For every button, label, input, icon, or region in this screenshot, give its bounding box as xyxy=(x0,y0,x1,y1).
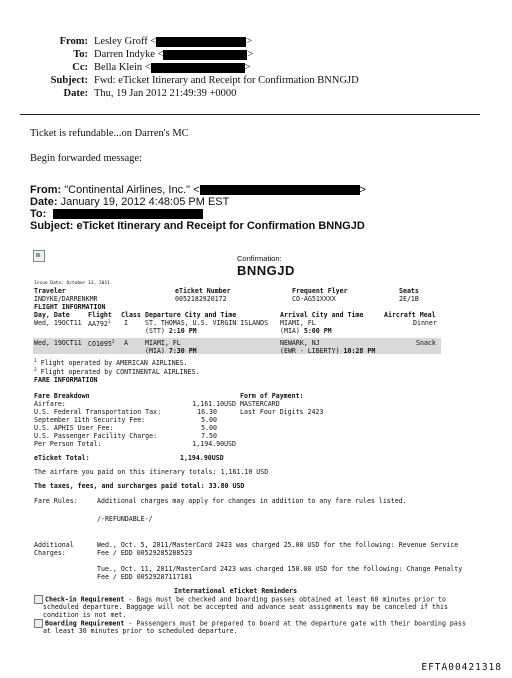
arrival-city: NEWARK, NJ xyxy=(280,339,320,347)
fare-row-value: 7.50 xyxy=(201,432,217,440)
fare-rules-label: Fare Rules: xyxy=(34,497,78,505)
fare-row-label: Airfare: xyxy=(34,400,66,408)
arrival-city: MIAMI, FL xyxy=(280,319,316,327)
charge-line: Tue., Oct. 11, 2011/MasterCard 2423 was charged 150.00 USD for the following: Change Penalty xyxy=(97,565,463,573)
traveler-value: INDYKE/DARRENKMR xyxy=(34,295,98,303)
seats-label: Seats xyxy=(399,287,419,295)
fare-row-label: September 11th Security Fee: xyxy=(34,416,146,424)
airfare-paid: The airfare you paid on this itinerary totals: 1,161.10 USD xyxy=(34,468,269,476)
redaction-bar xyxy=(151,63,245,73)
email-date-value: Thu, 19 Jan 2012 21:49:39 +0000 xyxy=(94,88,237,99)
email-to-value: Darren Indyke < xyxy=(94,49,164,60)
email-subject-value: Fwd: eTicket Itinerary and Receipt for Confirmation BNNGJD xyxy=(94,75,359,86)
eticket-number-value: 0052182920172 xyxy=(175,295,227,303)
checkbox-icon xyxy=(34,595,43,604)
flight-class: A xyxy=(124,339,128,347)
fare-row-value: 1,161.10USD xyxy=(192,400,236,408)
confirmation-code: BNNGJD xyxy=(237,263,295,278)
fare-row-value: 16.30 xyxy=(197,408,217,416)
refundable-note: /-REFUNDABLE-/ xyxy=(97,515,153,523)
fare-breakdown-label: Fare Breakdown xyxy=(34,392,90,400)
email-from-label: From: xyxy=(59,36,88,47)
col-meal: Aircraft Meal xyxy=(384,311,436,319)
col-arrival: Arrival City and Time xyxy=(280,311,364,319)
fwd-subject-row xyxy=(30,220,365,233)
charge-line: Fee / EDD 00529285288523 xyxy=(97,549,193,557)
fare-row-label: U.S. APHIS User Fee: xyxy=(34,424,114,432)
flight-meal: Dinner xyxy=(413,319,437,327)
col-flight: Flight xyxy=(88,311,112,319)
fare-row-value: 5.00 xyxy=(201,416,217,424)
fwd-from-value: "Continental Airlines, Inc." < xyxy=(64,184,200,196)
fare-row-label: U.S. Federal Transportation Tax: xyxy=(34,408,162,416)
fwd-from-label: From: xyxy=(30,184,62,196)
boarding-requirement: Boarding Requirement - Passengers must be prepared to board at the departure gate with their boarding pass xyxy=(34,619,466,628)
boarding-text: at least 30 minutes prior to scheduled departure. xyxy=(43,627,238,635)
divider xyxy=(20,114,480,115)
traveler-label: Traveler xyxy=(34,287,66,295)
email-cc-label: Cc: xyxy=(72,62,88,73)
redaction-bar xyxy=(200,185,360,195)
fare-row-value: 1,194.90USD xyxy=(192,440,236,448)
departure-city: ST. THOMAS, U.S. VIRGIN ISLANDS xyxy=(145,319,269,327)
email-cc-value: Bella Klein < xyxy=(94,62,151,73)
flight-date: Wed, 19OCT11 xyxy=(34,319,82,327)
fare-row-value: 5.00 xyxy=(201,424,217,432)
col-day-date: Day, Date xyxy=(34,311,70,319)
close-bracket: > xyxy=(246,36,253,47)
email-body-line: Ticket is refundable...on Darren's MC xyxy=(30,128,189,139)
close-bracket: > xyxy=(244,62,251,73)
charge-line: Wed., Oct. 5, 2011/MasterCard 2423 was charged 25.00 USD for the following: Revenue Service xyxy=(97,541,459,549)
footnote: $^1$ Flight operated by AMERICAN AIRLINES. xyxy=(34,359,188,368)
departure-city: MIAMI, FL xyxy=(145,339,181,347)
eticket-number-label: eTicket Number xyxy=(175,287,231,295)
email-to-label: To: xyxy=(73,49,88,60)
payment-label: Form of Payment: xyxy=(240,392,304,400)
charge-line: Fee / EDD 00529287117181 xyxy=(97,573,193,581)
footnote: $^2$ Flight operated by CONTINENTAL AIRLINES. xyxy=(34,368,200,377)
checkbox-icon xyxy=(34,619,43,628)
email-body-line: Begin forwarded message: xyxy=(30,153,142,164)
arrival-code-time: (EWR - LIBERTY) 10:28 PM xyxy=(280,347,376,355)
taxes-paid: The taxes, fees, and surcharges paid total: 33.80 USD xyxy=(34,482,245,490)
departure-code-time: (STT) 2:10 PM xyxy=(145,327,197,335)
reminders-title: International eTicket Reminders xyxy=(174,587,298,595)
frequent-flyer-label: Frequent Flyer xyxy=(292,287,348,295)
additional-charges-label: Additional xyxy=(34,541,74,549)
seats-value: 2E/1B xyxy=(399,295,419,303)
col-class: Class xyxy=(121,311,141,319)
flight-meal: Snack xyxy=(416,339,436,347)
document-id: EFTA00421318 xyxy=(421,662,502,673)
flight-number: CO1095$^2$ xyxy=(88,340,115,349)
arrival-code-time: (MIA) 5:00 PM xyxy=(280,327,332,335)
redaction-bar xyxy=(163,50,247,60)
flight-number: $AA792^1$ xyxy=(88,320,111,329)
payment-digits: Last Four Digits 2423 xyxy=(240,408,324,416)
fwd-subject-value: eTicket Itinerary and Receipt for Confirmation BNNGJD xyxy=(76,220,365,232)
close-bracket: > xyxy=(247,49,254,60)
email-date-label: Date: xyxy=(63,88,88,99)
confirmation-label: Confirmation: xyxy=(237,254,282,263)
payment-card: MASTERCARD xyxy=(240,400,280,408)
fwd-subject-label: Subject: xyxy=(30,220,74,232)
fare-row-label: U.S. Passenger Facility Charge: xyxy=(34,432,158,440)
fare-rules-text: Additional charges may apply for changes in addition to any fare rules listed. xyxy=(97,497,407,505)
fwd-date-value: January 19, 2012 4:48:05 PM EST xyxy=(60,196,230,208)
fwd-date-label: Date: xyxy=(30,196,58,208)
fwd-to-label: To: xyxy=(30,208,47,220)
additional-charges-label: Charges: xyxy=(34,549,66,557)
flight-class: I xyxy=(124,319,128,327)
flight-info-heading: FLIGHT INFORMATION xyxy=(34,303,106,311)
redaction-bar xyxy=(53,209,203,219)
fare-row-label: Per Person Total: xyxy=(34,440,102,448)
eticket-total-value: 1,194.90USD xyxy=(180,454,224,462)
broken-image-icon xyxy=(33,250,45,262)
close-bracket: > xyxy=(359,184,366,196)
departure-code-time: (MIA) 7:30 PM xyxy=(145,347,197,355)
checkin-text: condition is not met. xyxy=(43,611,127,619)
checkin-text: scheduled departure. Baggage will not be accepted and advance seat assignments may be canceled if this xyxy=(43,603,448,611)
issue-date: Issue Date: October 13, 2011 xyxy=(34,281,110,286)
col-departure: Departure City and Time xyxy=(145,311,237,319)
fare-info-heading: FARE INFORMATION xyxy=(34,376,98,384)
email-from-value: Lesley Groff < xyxy=(94,36,157,47)
redaction-bar xyxy=(156,37,246,47)
email-subject-label: Subject: xyxy=(50,75,88,86)
checkin-requirement: Check-in Requirement - Bags must be checked and boarding passes obtained at least 60 minutes prior to xyxy=(34,595,446,604)
frequent-flyer-value: CO-AG51XXXX xyxy=(292,295,336,303)
eticket-total-label: eTicket Total: xyxy=(34,454,90,462)
flight-date: Wed, 19OCT11 xyxy=(34,339,82,347)
